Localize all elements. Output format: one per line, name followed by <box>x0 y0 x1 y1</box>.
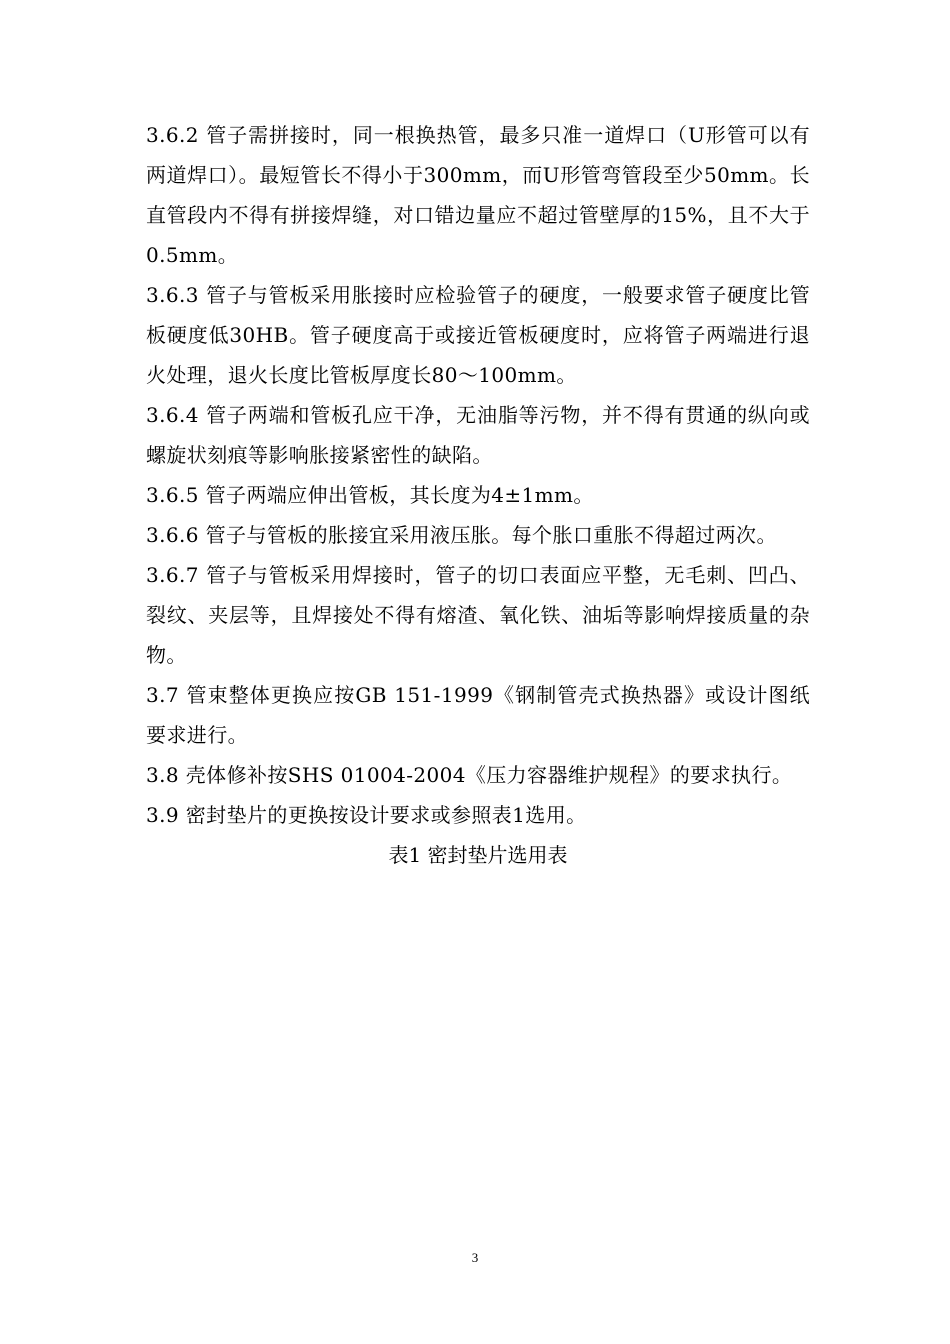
paragraph-3-9: 3.9 密封垫片的更换按设计要求或参照表1选用。 <box>146 803 587 827</box>
document-body <box>146 115 810 875</box>
paragraph-3-6-6: 3.6.6 管子与管板的胀接宜采用液压胀。每个胀口重胀不得超过两次。 <box>146 523 777 547</box>
page-number: 3 <box>471 1250 479 1265</box>
table-caption: 表1 密封垫片选用表 <box>388 843 568 867</box>
paragraph-3-6-4: 3.6.4 管子两端和管板孔应干净，无油脂等污物，并不得有贯通的纵向或螺旋状刻痕等影响胀接紧密性的缺陷。 <box>146 403 810 467</box>
paragraph-3-6-3: 3.6.3 管子与管板采用胀接时应检验管子的硬度，一般要求管子硬度比管板硬度低30HB。管子硬度高于或接近管板硬度时，应将管子两端进行退火处理，退火长度比管板厚度长80～100mm。 <box>146 283 810 387</box>
paragraph-3-6-5: 3.6.5 管子两端应伸出管板，其长度为4±1mm。 <box>146 483 594 507</box>
paragraph-3-6-7: 3.6.7 管子与管板采用焊接时，管子的切口表面应平整，无毛刺、凹凸、裂纹、夹层等，且焊接处不得有熔渣、氧化铁、油垢等影响焊接质量的杂物。 <box>146 563 810 667</box>
paragraph-3-7: 3.7 管束整体更换应按GB 151-1999《钢制管壳式换热器》或设计图纸要求进行。 <box>146 683 810 747</box>
paragraph-3-8: 3.8 壳体修补按SHS 01004-2004《压力容器维护规程》的要求执行。 <box>146 763 793 787</box>
paragraph-3-6-2: 3.6.2 管子需拼接时，同一根换热管，最多只准一道焊口（U形管可以有两道焊口）。最短管长不得小于300mm，而U形管弯管段至少50mm。长直管段内不得有拼接焊缝，对口错边量应不超过管壁厚的15%，且不大于0.5mm。 <box>146 123 810 267</box>
